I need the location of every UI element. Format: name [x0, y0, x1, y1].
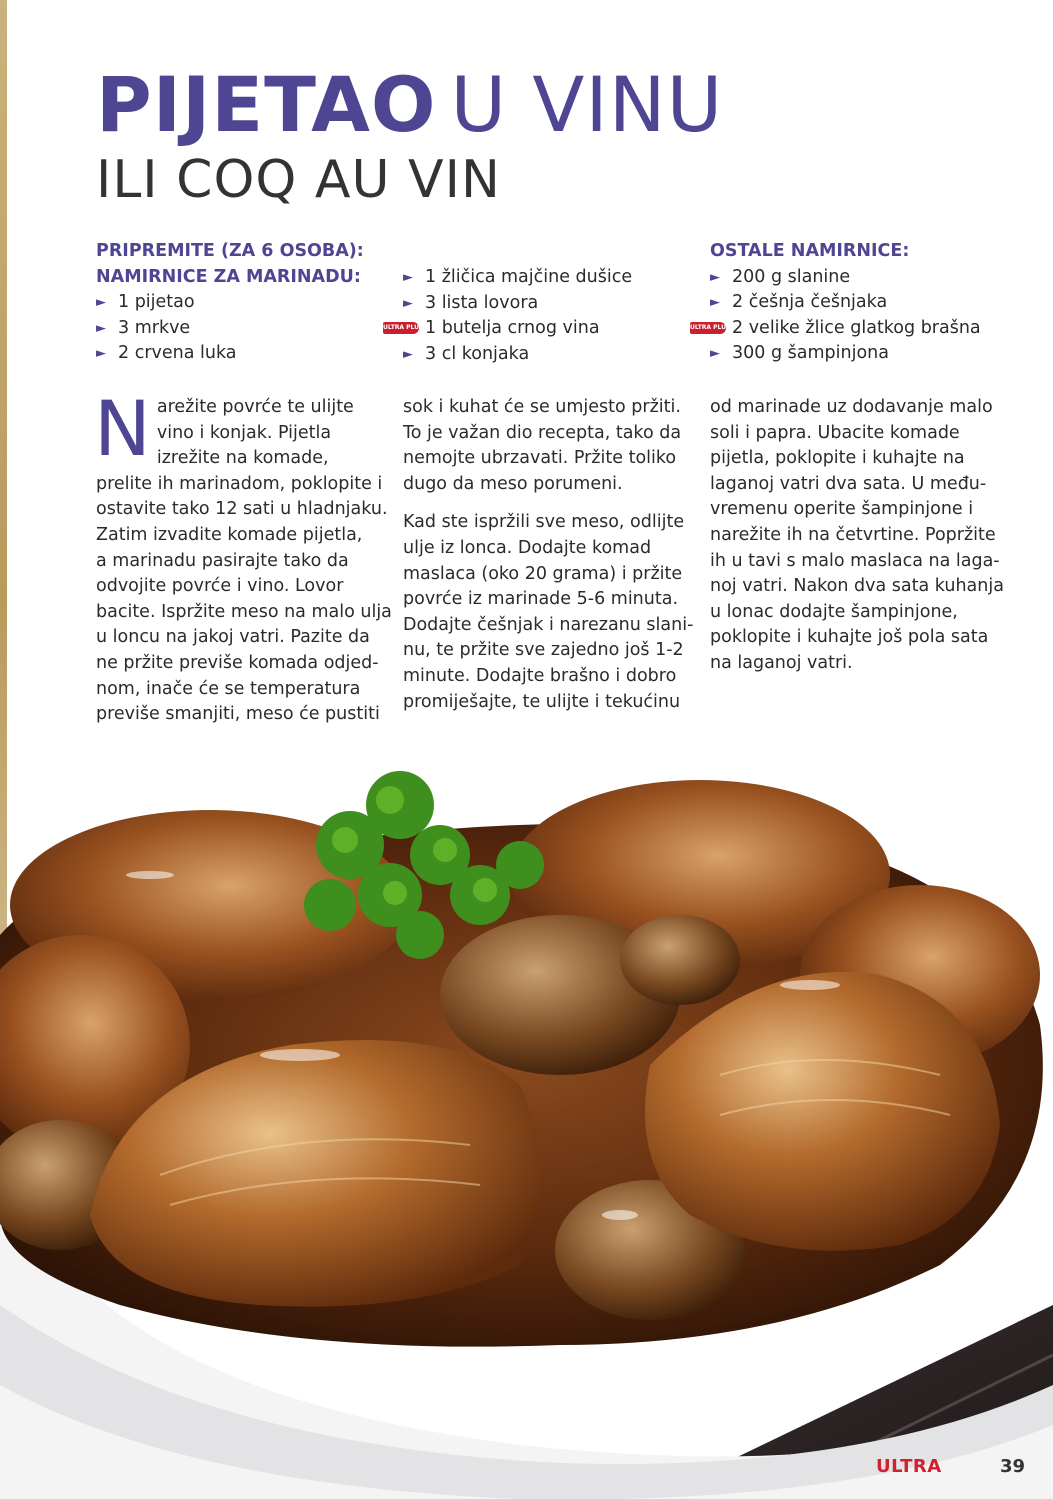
marinade-list-2: [383, 265, 693, 367]
text-line: vino i konjak. Pijetla: [156, 422, 332, 443]
text-line: poklopite i kuhajte još pola sata: [710, 627, 989, 648]
text-line: izrežite na komade,: [156, 448, 329, 469]
text-line: nemojte ubrzavati. Pržite toliko: [403, 448, 677, 469]
text-line: prelite ih marinadom, poklopite i: [96, 473, 383, 494]
title-word-1: PIJETAO: [96, 60, 437, 149]
ingredient-text: 1 pijetao: [118, 292, 195, 313]
text-line: od marinade uz dodavanje malo: [710, 397, 993, 417]
text-line: u loncu na jakoj vatri. Pazite da: [96, 627, 370, 648]
text-line: soli i papra. Ubacite komade: [710, 422, 960, 443]
bullet-icon: ►: [403, 270, 413, 285]
column-2-paragraph-1: [403, 395, 693, 497]
text-line: Kad ste ispržili sve meso, odlijte: [403, 512, 685, 533]
text-line: nu, te pržite sve zajedno još 1-2: [403, 640, 684, 661]
ingredient-item: [96, 316, 386, 342]
text-line: noj vatri. Nakon dva sata kuhanja: [710, 576, 1004, 597]
ingredient-text: 3 lista lovora: [425, 292, 539, 313]
text-line: ne pržite previše komada odjed-: [96, 652, 379, 673]
text-line: u lonac dodajte šampinjone,: [710, 601, 958, 622]
bullet-icon: ►: [403, 295, 413, 311]
bullet-icon: ►: [403, 346, 413, 362]
bullet-icon: ►: [96, 295, 106, 311]
text-line: dugo da meso porumeni.: [403, 473, 623, 494]
page-number: 39: [1000, 1456, 1026, 1477]
column-2-paragraph-2: [403, 510, 693, 715]
column-3-body: [710, 395, 1004, 677]
text-line: promiješajte, te ulijte i tekućinu: [403, 691, 681, 712]
text-line: ih u tavi s malo maslaca na laga-: [710, 550, 1000, 571]
text-line: Dodajte češnjak i narezanu slani-: [403, 614, 694, 635]
drop-cap: N: [94, 384, 151, 473]
ingredient-item: [403, 291, 693, 317]
ingredient-text: 1 butelja crnog vina: [425, 318, 600, 339]
column-1-ingredients: [96, 239, 386, 367]
title-subtitle: ILI COQ AU VIN: [96, 150, 501, 210]
marinade-list-1: [96, 290, 386, 367]
recipe-title: [96, 62, 723, 210]
title-word-2: U VINU: [450, 60, 724, 149]
text-line: nom, inače će se temperatura: [96, 678, 361, 699]
text-line: To je važan dio recepta, tako da: [403, 422, 682, 443]
brand-logo: ULTRA: [876, 1456, 942, 1477]
ingredient-text: 3 cl konjaka: [425, 343, 530, 364]
bullet-icon: ►: [96, 320, 106, 336]
ingredient-item: [710, 265, 1000, 291]
text-line: povrće iz marinade 5-6 minuta.: [403, 589, 679, 610]
column-3-text: [710, 395, 1004, 677]
ingredient-text: 300 g šampinjona: [732, 343, 889, 364]
bullet-icon: ►: [710, 269, 720, 285]
text-line: na laganoj vatri.: [710, 652, 853, 673]
ingredient-item: [690, 316, 1000, 342]
servings-heading: PRIPREMITE (ZA 6 OSOBA):: [96, 241, 364, 261]
ingredient-text: 2 crvena luka: [118, 343, 237, 364]
column-2-ingredients: [383, 265, 693, 367]
ingredient-item: [96, 341, 386, 367]
bullet-icon: ►: [96, 346, 106, 362]
other-ingredients-list: [690, 265, 1000, 367]
column-1-body: [94, 384, 392, 728]
ingredient-item: [710, 290, 1000, 316]
text-line: previše smanjiti, meso će pustiti: [96, 704, 380, 725]
bullet-icon: ►: [710, 295, 720, 311]
ingredient-text: 2 velike žlice glatkog brašna: [732, 317, 981, 338]
bullet-icon: ►: [710, 346, 720, 362]
text-line: vremenu operite šampinjone i: [710, 499, 974, 520]
other-ingredients-heading: OSTALE NAMIRNICE:: [710, 241, 910, 261]
ingredient-text: 1 žličica majčine dušice: [425, 267, 633, 287]
text-line: minute. Dodajte brašno i dobro: [403, 665, 677, 686]
column-2-body: [403, 395, 693, 715]
coq-au-vin-photo: [0, 745, 1053, 1499]
text-line: bacite. Ispržite meso na malo ulja: [96, 601, 392, 622]
ingredient-item: [710, 341, 1000, 367]
text-line: ulje iz lonca. Dodajte komad: [403, 537, 652, 558]
marinade-heading: NAMIRNICE ZA MARINADU:: [96, 266, 361, 287]
ultra-plus-flag-icon: ULTRA PLUS: [383, 322, 419, 334]
text-line: ostavite tako 12 sati u hladnjaku.: [96, 499, 388, 520]
text-line: sok i kuhat će se umjesto pržiti.: [403, 397, 681, 417]
ingredient-item: [383, 316, 693, 342]
text-line: Zatim izvadite komade pijetla,: [96, 524, 363, 545]
ingredient-text: 3 mrkve: [118, 317, 191, 338]
text-line: laganoj vatri dva sata. U među-: [710, 473, 987, 494]
ultra-plus-flag-icon: ULTRA PLUS: [690, 322, 726, 334]
text-line: maslaca (oko 20 grama) i pržite: [403, 563, 683, 584]
title-main: [96, 62, 723, 148]
ingredient-text: 2 češnja češnjaka: [732, 292, 888, 313]
ingredient-text: 200 g slanine: [732, 266, 851, 287]
text-line: odvojite povrće i vino. Lovor: [96, 576, 344, 597]
text-line: arežite povrće te ulijte: [156, 397, 354, 417]
ingredient-item: [96, 290, 386, 316]
text-line: pijetla, poklopite i kuhajte na: [710, 448, 965, 469]
ingredient-item: [403, 342, 693, 368]
column-3-ingredients: [690, 239, 1000, 367]
text-line: narežite ih na četvrtine. Popržite: [710, 524, 996, 545]
ingredient-item: [403, 265, 693, 291]
text-line: a marinadu pasirajte tako da: [96, 550, 349, 571]
